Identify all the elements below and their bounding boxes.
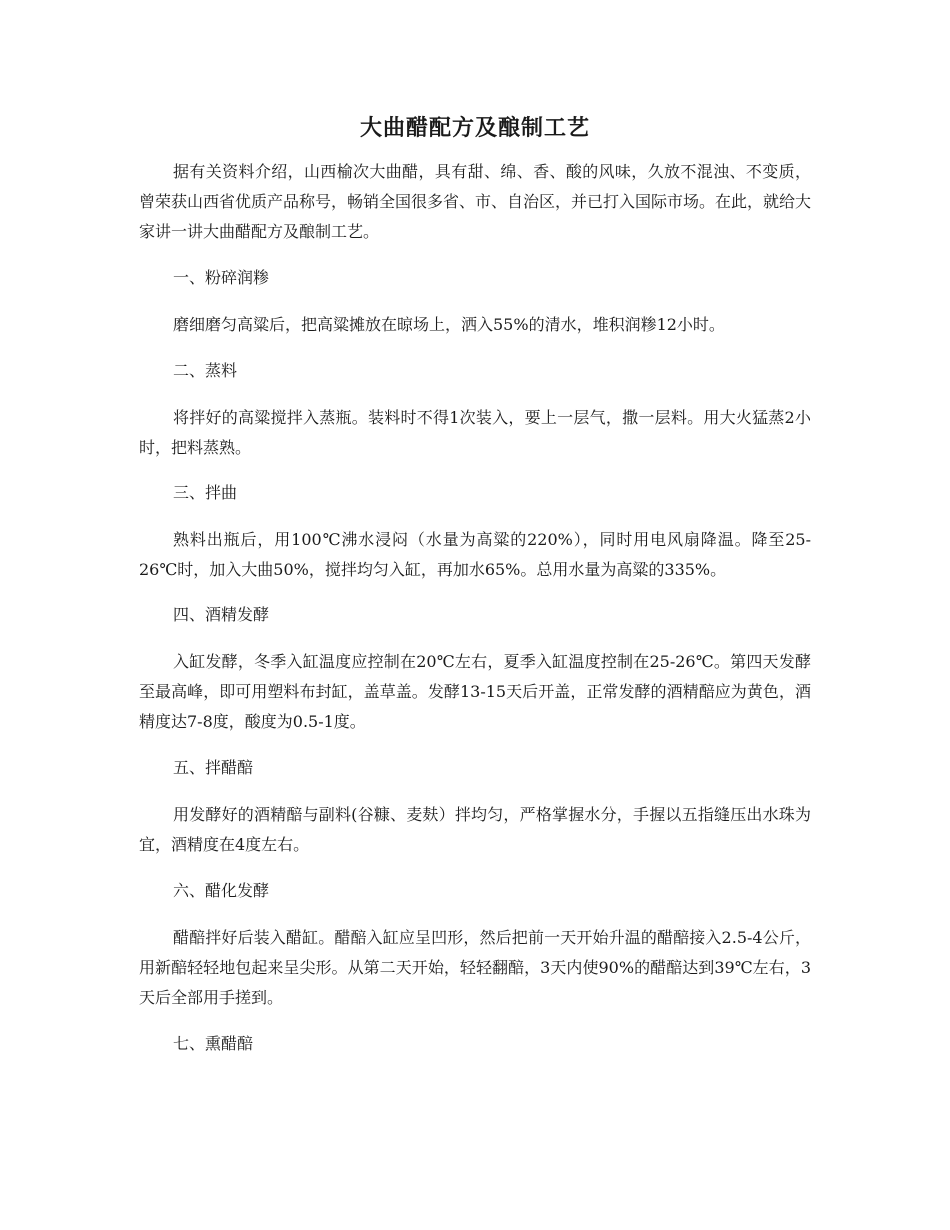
section-body-1: 磨细磨匀高粱后，把高粱摊放在晾场上，洒入55%的清水，堆积润糁12小时。: [173, 315, 725, 334]
intro-paragraph: 据有关资料介绍，山西榆次大曲醋，具有甜、绵、香、酸的风味，久放不混浊、不变质，曾荣获山西省优质产品称号，畅销全国很多省、市、自治区，并已打入国际市场。在此，就给大家讲一讲大曲醋配方及酿制工艺。: [139, 162, 812, 241]
section-body-6: 醋醅拌好后装入醋缸。醋醅入缸应呈凹形，然后把前一天开始升温的醋醅接入2.5-4公斤，用新醅轻轻地包起来呈尖形。从第二天开始，轻轻翻醅，3天内使90%的醋醅达到39℃左右，3天后全部用手搓到。: [139, 928, 811, 1007]
section-heading-6: 六、醋化发酵: [173, 881, 270, 900]
section-heading-2: 二、蒸料: [173, 361, 238, 380]
section-heading-5: 五、拌醋醅: [173, 758, 254, 777]
section-body-4: 入缸发酵，冬季入缸温度应控制在20℃左右，夏季入缸温度控制在25-26℃。第四天发酵至最高峰，即可用塑料布封缸，盖草盖。发酵13-15天后开盖，正常发酵的酒精醅应为黄色，酒精度达7-8度，酸度为0.5-1度。: [139, 652, 811, 731]
document-title: 大曲醋配方及酿制工艺: [359, 115, 590, 141]
section-body-2: 将拌好的高粱搅拌入蒸瓶。装料时不得1次装入，要上一层气，撒一层料。用大火猛蒸2小时，把料蒸熟。: [139, 408, 811, 457]
section-heading-7: 七、熏醋醅: [173, 1034, 254, 1053]
section-heading-1: 一、粉碎润糁: [173, 268, 270, 287]
section-heading-4: 四、酒精发酵: [173, 605, 270, 624]
section-body-3: 熟料出瓶后，用100℃沸水浸闷（水量为高粱的220%），同时用电风扇降温。降至25-26℃时，加入大曲50%，搅拌均匀入缸，再加水65%。总用水量为高粱的335%。: [139, 530, 811, 579]
section-body-5: 用发酵好的酒精醅与副料(谷糠、麦麸）拌均匀，严格掌握水分，手握以五指缝压出水珠为宜，酒精度在4度左右。: [139, 805, 811, 854]
section-heading-3: 三、拌曲: [173, 483, 238, 502]
